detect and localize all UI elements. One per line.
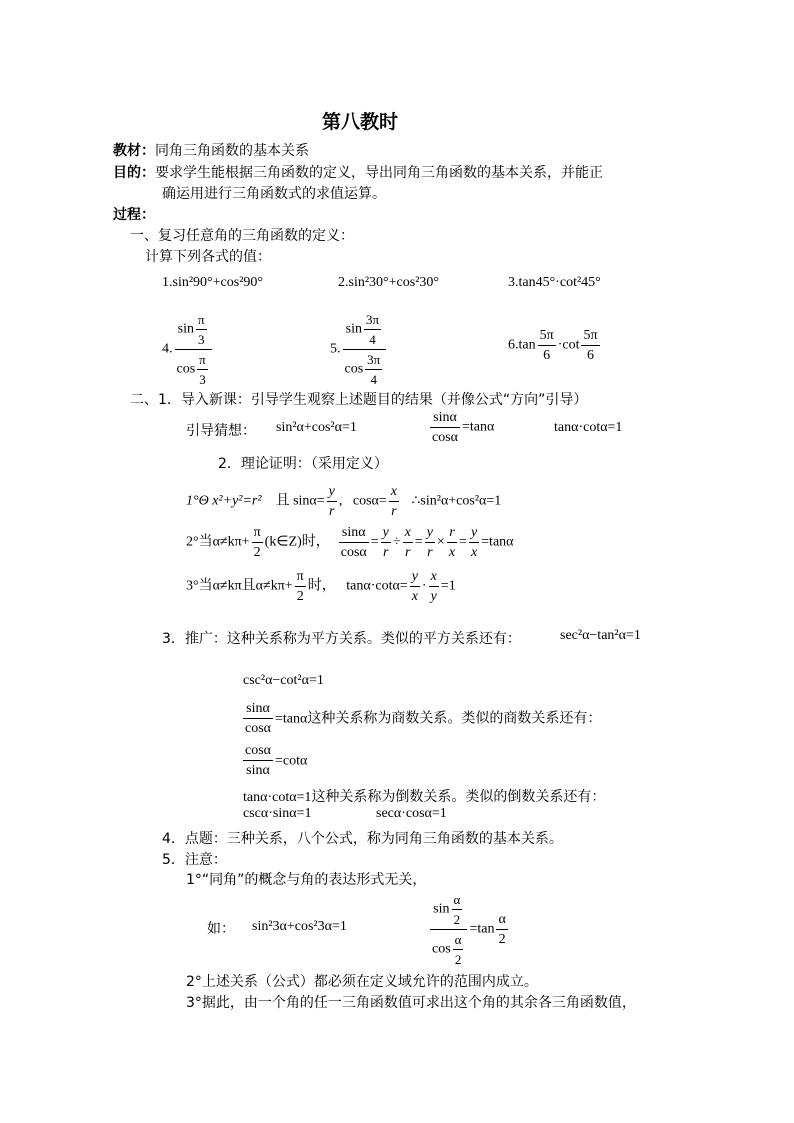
exercise-3: 3.tan45°·cot²45° [508,275,601,290]
guess-formula-2: $\frac{\sin\alpha}{\cos\alpha}$ =tanα [432,410,495,445]
proof-heading: 2．理论证明：（采用定义） [218,456,388,472]
material-text: 同角三角函数的基本关系 [155,143,309,159]
example-formula-2: sin $\frac{\alpha}{2}$ cos $\frac{\alpha}{2}$ =tan $\frac{\alpha}{2}$ [432,892,506,967]
proof-1: 1°Θ x²+y²=r² 且 sinα= $\frac{y}{r}$ , cosα= $\frac{x}{r}$ ∴sin²α+cos²α=1 [186,484,502,519]
part2-heading: 二、1．导入新课：引导学生观察上述题目的结果（并像公式“方向”引导） [130,392,588,408]
guess-formula-3: tanα·cotα=1 [554,420,623,435]
part1-sub: 计算下列各式的值： [145,249,271,265]
reciprocal-relation-2: cscα·sinα=1 [243,806,312,821]
ex4-fraction: sin $\frac{\pi}{3}$ cos $\frac{\pi}{3}$ [175,310,212,389]
example-label: 如： [207,921,235,937]
reciprocal-line: tanα·cotα=1这种关系称为倒数关系。类似的倒数关系还有： [243,789,606,805]
proof-3: 3°当α≠kπ且α≠kπ+ $\frac{\pi}{2}$ 时， tanα·cotα= $\frac{y}{x}$ · $\frac{x}{y}$ =1 [186,569,456,604]
example-formula-1: sin²3α+cos²3α=1 [252,919,347,934]
note-1: 1°“同角”的概念与角的表达形式无关， [186,872,427,888]
exercise-5: 5. sin $\frac{3\pi}{4}$ cos $\frac{3\pi}{4}$ [330,310,388,389]
part1-heading: 一、复习任意角的三角函数的定义： [130,228,354,244]
exercise-6: 6.tan $\frac{5\pi}{6}$ ·cot $\frac{5\pi}{6}$ [508,328,598,363]
process-label: 过程： [113,207,155,223]
exercise-4: 4. sin $\frac{\pi}{3}$ cos $\frac{\pi}{3}$ [162,310,214,389]
material-line [113,140,309,160]
part3-heading: 3．推广：这种关系称为平方关系。类似的平方关系还有： [162,631,521,647]
reciprocal-relation-3: secα·cosα=1 [376,806,447,821]
guess-formula-1: sin²α+cos²α=1 [276,420,357,435]
note-3: 3°据此，由一个角的任一三角函数值可求出这个角的其余各三角函数值， [186,995,636,1011]
square-relation-2: csc²α−cot²α=1 [243,673,324,688]
quotient-line: $\frac{\sin\alpha}{\cos\alpha}$ =tanα这种关系称为商数关系。类似的商数关系还有： [245,701,602,736]
goal-text-1: 要求学生能根据三角函数的定义，导出同角三角函数的基本关系，并能正 [155,165,603,181]
square-relation-1: sec²α−tan²α=1 [560,628,641,643]
note-2: 2°上述关系（公式）都必须在定义域允许的范围内成立。 [186,974,538,990]
cot-quotient-line: $\frac{\cos\alpha}{\sin\alpha}$ =cotα [245,743,308,778]
part5-heading: 5．注意： [162,852,227,868]
page-title: 第八教时 [322,111,399,133]
guess-label: 引导猜想： [186,423,256,439]
goal-text-2: 确运用进行三角函数式的求值运算。 [162,186,386,202]
goal-line [113,162,603,182]
material-label: 教材： [113,143,155,159]
exercise-2: 2.sin²30°+cos²30° [338,275,439,290]
part4-heading: 4．点题：三种关系，八个公式，称为同角三角函数的基本关系。 [162,831,563,847]
exercise-1: 1.sin²90°+cos²90° [162,275,263,290]
ex5-fraction: sin $\frac{3\pi}{4}$ cos $\frac{3\pi}{4}$ [343,310,387,389]
goal-label: 目的： [113,165,155,181]
proof-2: 2°当α≠kπ+ $\frac{\pi}{2}$ (k∈Z)时， $\frac{\sin\alpha}{\cos\alpha}$ = $\frac{y}{r}$ ÷ $\frac{x}{r}$ = $\frac{y}{r}$ × $\frac{r}{x}$ = $\frac{y}{x}$ =tanα [186,525,514,560]
